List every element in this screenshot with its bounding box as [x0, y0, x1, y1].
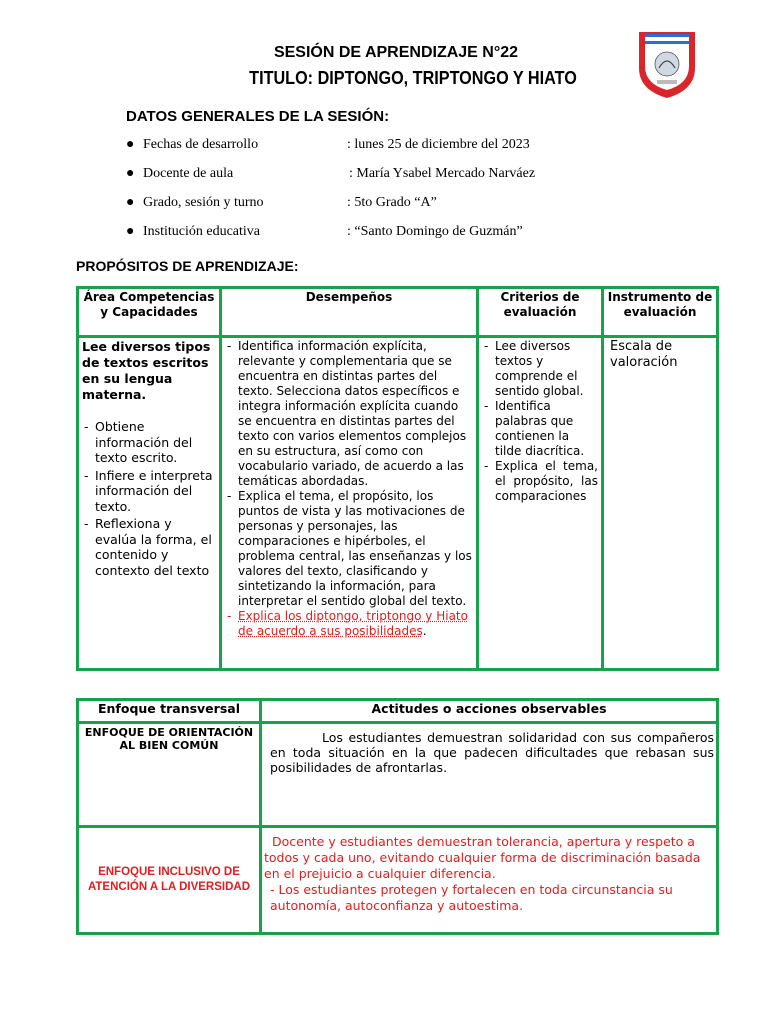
- info-label: Fechas de desarrollo: [143, 137, 259, 152]
- info-value: : lunes 25 de diciembre del 2023: [347, 137, 530, 152]
- info-value: : “Santo Domingo de Guzmán”: [347, 224, 523, 239]
- info-value: : María Ysabel Mercado Narváez: [349, 166, 536, 181]
- bullet-icon: ●: [126, 166, 135, 181]
- capacity-item: - Obtiene información del texto escrito.: [82, 419, 216, 466]
- school-logo: [635, 28, 699, 100]
- area-cell: [78, 337, 221, 670]
- header-enfoque: Enfoque transversal: [78, 700, 261, 723]
- desempeno-item: - Identifica información explícita, relevante y complementaria que se encuentra en distintas partes del texto. Selecciona datos específicos e integra información explícita cuando se encuentra en distintas partes del texto con varios elementos complejos en su estructura, así como con vocabulario variado, de acuerdo a las temáticas abordadas.: [225, 339, 473, 489]
- desempeno-item-highlight: - Explica los diptongo, triptongo y Hiato de acuerdo a sus posibilidades.: [225, 609, 473, 639]
- purposes-body-row: [78, 337, 718, 670]
- competence-title: Lee diversos tipos de textos escritos en su lengua materna.: [82, 339, 211, 402]
- header-area: Área Competencias y Capacidades: [78, 288, 221, 337]
- instrumento-cell: [603, 337, 718, 670]
- cross-cutting-table: [76, 698, 719, 935]
- session-topic: TITULO: DIPTONGO, TRIPTONGO Y HIATO: [249, 68, 577, 88]
- header-criterios: Criterios de evaluación: [478, 288, 603, 337]
- purposes-header-row: [78, 288, 718, 337]
- criterios-cell: [478, 337, 603, 670]
- header-instrumento: Instrumento de evaluación: [603, 288, 718, 337]
- acciones-inclusivo: Docente y estudiantes demuestran tolerancia, apertura y respeto a todos y cada uno, evitando cualquier forma de discriminación basada en el prejuicio a cualquier diferencia. - Los estudiantes protegen y fortalecen en toda circunstancia su autonomía, autoconfianza y autoestima.: [261, 827, 718, 934]
- capacity-item: - Infiere e interpreta información del texto.: [82, 468, 216, 515]
- purposes-table: [76, 286, 719, 671]
- criterio-item: - Identifica palabras que contienen la tilde diacrítica.: [482, 399, 598, 459]
- desempeno-item: - Explica el tema, el propósito, los puntos de vista y las motivaciones de personas y personajes, las comparaciones e hipérboles, el problema central, las enseñanzas y los valores del texto, clasificando y sintetizando la información, para interpretar el sentido global del texto.: [225, 489, 473, 609]
- acciones-bien-comun: Los estudiantes demuestran solidaridad con sus compañeros en toda situación en la que padecen dificultades que rebasan sus posibilidades de afrontarlas.: [261, 723, 718, 827]
- enfoque-inclusivo: ENFOQUE INCLUSIVO DE ATENCIÓN A LA DIVERSIDAD: [78, 827, 261, 934]
- cross-cutting-header-row: [78, 700, 718, 723]
- bullet-icon: ●: [126, 195, 135, 210]
- criterio-item: - Lee diversos textos y comprende el sentido global.: [482, 339, 598, 399]
- general-data-heading: DATOS GENERALES DE LA SESIÓN:: [126, 108, 390, 125]
- bullet-icon: ●: [126, 224, 135, 239]
- enfoque-row: [78, 723, 718, 827]
- info-value: : 5to Grado “A”: [347, 195, 437, 210]
- header-actitudes: Actitudes o acciones observables: [261, 700, 718, 723]
- instrument-text: Escala de valoración: [610, 339, 678, 370]
- purposes-heading: PROPÓSITOS DE APRENDIZAJE:: [76, 258, 299, 274]
- header-desempenos: Desempeños: [221, 288, 478, 337]
- info-label: Docente de aula: [143, 166, 234, 181]
- info-label: Institución educativa: [143, 224, 261, 239]
- info-label: Grado, sesión y turno: [143, 195, 264, 210]
- desempenos-cell: [221, 337, 478, 670]
- criterio-item: - Explica el tema, el propósito, las comparaciones: [482, 459, 598, 504]
- bullet-icon: ●: [126, 137, 135, 152]
- enfoque-row: [78, 827, 718, 934]
- enfoque-bien-comun: ENFOQUE DE ORIENTACIÓN AL BIEN COMÚN: [78, 723, 261, 827]
- capacity-item: - Reflexiona y evalúa la forma, el contenido y contexto del texto: [82, 516, 216, 578]
- session-title: SESIÓN DE APRENDIZAJE N°22: [273, 44, 519, 61]
